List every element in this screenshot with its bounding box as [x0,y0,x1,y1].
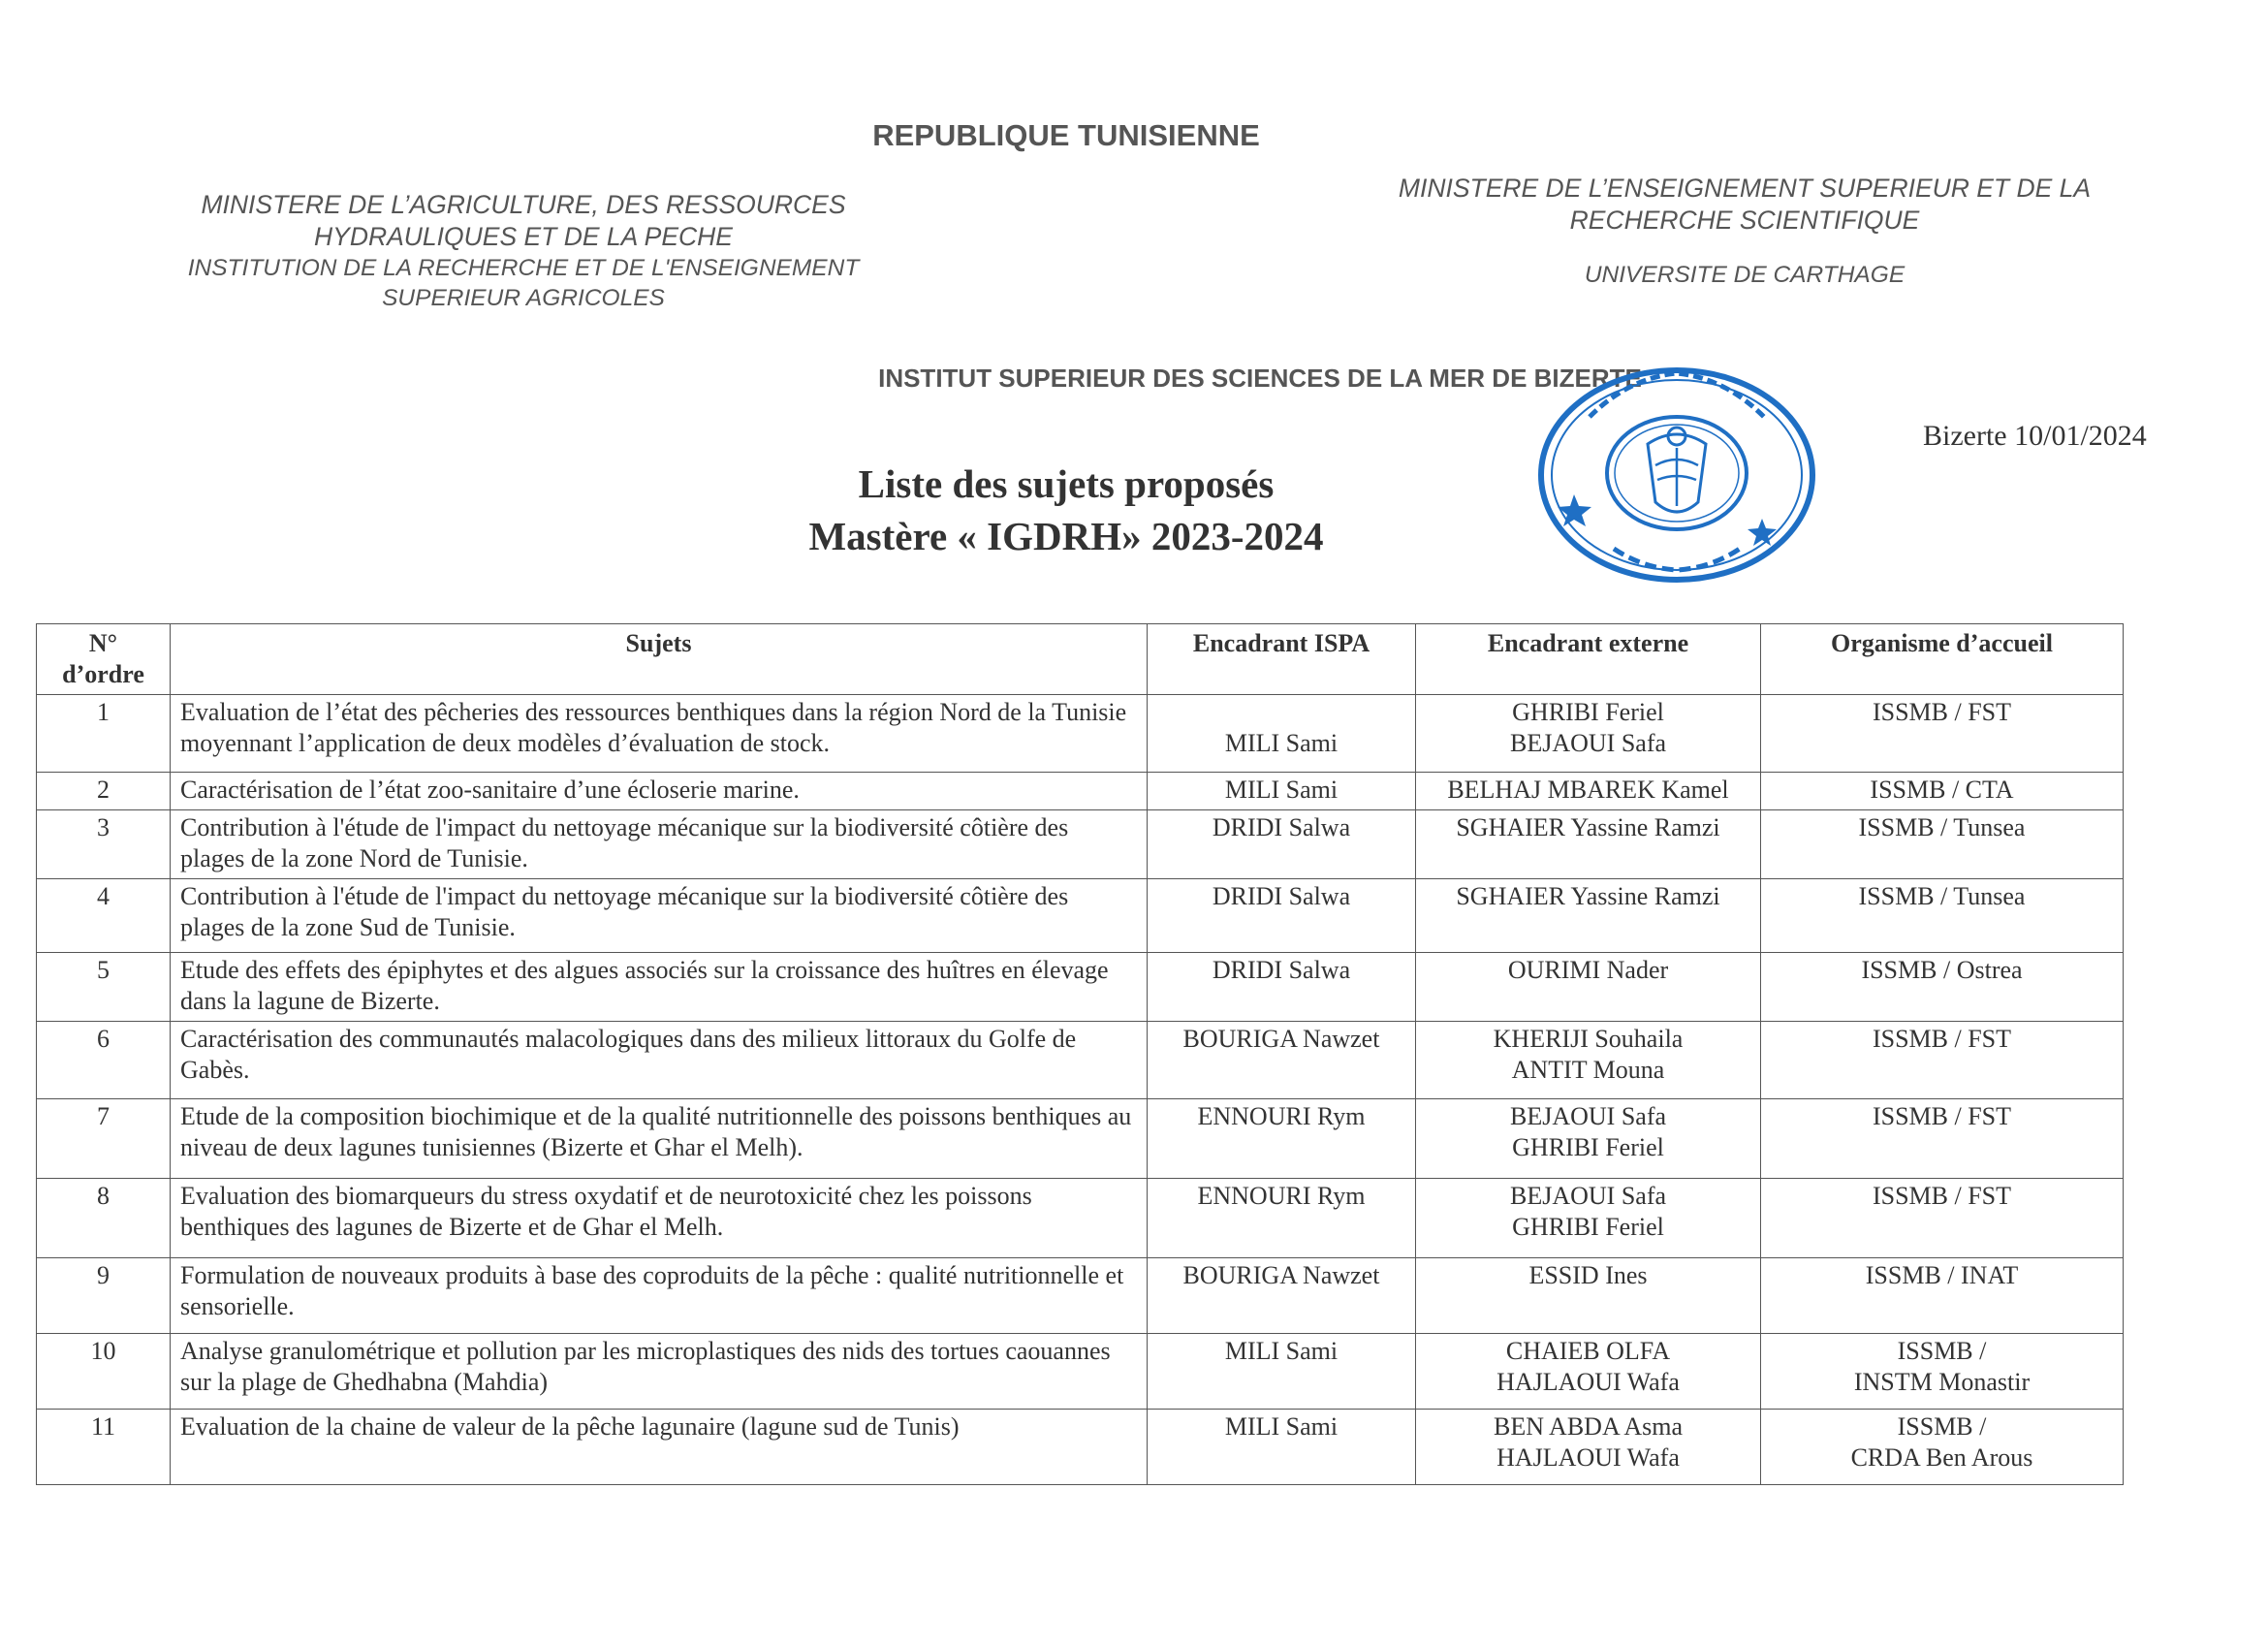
external-supervisor-name: OURIMI Nader [1507,956,1669,984]
ispa-supervisor-name: DRIDI Salwa [1212,882,1351,910]
host-organization: ISSMB / FST [1872,698,2012,726]
table-row [37,1099,2124,1179]
col-header-ispa: Encadrant ISPA [1148,624,1416,695]
col-header-subject: Sujets [171,624,1148,695]
col-header-num-line2: d’ordre [62,660,144,688]
cell-ispa-supervisor [1148,1258,1416,1334]
host-organization-line2: CRDA Ben Arous [1850,1443,2033,1472]
cell-order-number [37,953,171,1022]
cell-subject [171,1179,1148,1258]
order-number: 4 [97,882,110,910]
host-organization: ISSMB / CTA [1870,776,2014,804]
cell-ispa-supervisor [1148,1179,1416,1258]
cell-subject [171,1334,1148,1410]
cell-external-supervisor [1416,1179,1761,1258]
subjects-table [36,623,2124,1485]
cell-subject [171,773,1148,810]
external-supervisor-name: KHERIJI Souhaila [1493,1025,1684,1053]
cell-ispa-supervisor [1148,953,1416,1022]
table-row [37,773,2124,810]
ispa-supervisor-name: MILI Sami [1224,729,1339,757]
cell-subject [171,810,1148,879]
order-number: 5 [97,956,110,984]
external-supervisor-name: SGHAIER Yassine Ramzi [1456,813,1720,841]
cell-external-supervisor [1416,773,1761,810]
right-ministry-line2: RECHERCHE SCIENTIFIQUE [1569,206,1920,235]
order-number: 7 [97,1102,110,1130]
cell-order-number [37,1099,171,1179]
document-date: Bizerte 10/01/2024 [1923,420,2147,452]
cell-host-organization [1761,1179,2124,1258]
institute-name: INSTITUT SUPERIEUR DES SCIENCES DE LA MER DE BIZERTE [878,364,1642,393]
cell-host-organization [1761,1022,2124,1099]
cell-external-supervisor [1416,879,1761,953]
table-row [37,1179,2124,1258]
external-supervisor-name-2: HAJLAOUI Wafa [1496,1368,1680,1396]
external-supervisor-name: BEN ABDA Asma [1493,1412,1684,1441]
external-supervisor-name-2: HAJLAOUI Wafa [1496,1443,1680,1472]
external-supervisor-name-2: GHRIBI Feriel [1512,1213,1664,1241]
cell-ispa-supervisor [1148,773,1416,810]
subject-text: Evaluation de la chaine de valeur de la pêche lagunaire (lagune sud de Tunis) [180,1412,960,1441]
cell-order-number [37,773,171,810]
table-row [37,1022,2124,1099]
ispa-supervisor-name: MILI Sami [1224,776,1339,804]
order-number: 10 [90,1337,116,1365]
host-organization: ISSMB / Tunsea [1858,813,2026,841]
ispa-supervisor-name: MILI Sami [1224,1337,1339,1365]
subject-text: Etude des effets des épiphytes et des algues associés sur la croissance des huîtres en élevage dans la lagune de Bizerte. [180,956,1109,1015]
col-header-external: Encadrant externe [1416,624,1761,695]
cell-subject [171,695,1148,773]
republic-heading: REPUBLIQUE TUNISIENNE [872,118,1260,152]
host-organization: ISSMB / FST [1872,1102,2012,1130]
cell-external-supervisor [1416,1410,1761,1485]
cell-host-organization [1761,810,2124,879]
col-header-host: Organisme d’accueil [1761,624,2124,695]
cell-order-number [37,879,171,953]
left-ministry-line2: HYDRAULIQUES ET DE LA PECHE [314,222,733,251]
cell-order-number [37,1022,171,1099]
order-number: 3 [97,813,110,841]
cell-subject [171,879,1148,953]
host-organization-line2: INSTM Monastir [1853,1368,2031,1396]
host-organization: ISSMB / Ostrea [1861,956,2023,984]
cell-subject [171,1410,1148,1485]
external-supervisor-name: GHRIBI Feriel [1512,698,1664,726]
cell-external-supervisor [1416,695,1761,773]
cell-external-supervisor [1416,810,1761,879]
order-number: 8 [97,1182,110,1210]
cell-ispa-supervisor [1148,1099,1416,1179]
cell-host-organization [1761,773,2124,810]
cell-order-number [37,810,171,879]
left-institution-line2: SUPERIEUR AGRICOLES [382,285,665,311]
external-supervisor-name: BEJAOUI Safa [1509,1182,1667,1210]
order-number: 1 [97,698,110,726]
left-institution-line1: INSTITUTION DE LA RECHERCHE ET DE L'ENSEIGNEMENT [187,255,860,281]
table-row [37,879,2124,953]
cell-host-organization [1761,695,2124,773]
cell-host-organization [1761,879,2124,953]
host-organization: ISSMB / Tunsea [1858,882,2026,910]
cell-external-supervisor [1416,1334,1761,1410]
subject-text: Evaluation de l’état des pêcheries des ressources benthiques dans la région Nord de la Tunisie moyennant l’application de deux modèles d’évaluation de stock. [180,698,1127,757]
title-line1: Liste des sujets proposés [858,461,1275,506]
external-supervisor-name-2: BEJAOUI Safa [1509,729,1667,757]
subject-text: Etude de la composition biochimique et de la qualité nutritionnelle des poissons benthiques au niveau de deux lagunes tunisiennes (Bizerte et Ghar el Melh). [180,1102,1132,1161]
external-supervisor-name: BEJAOUI Safa [1509,1102,1667,1130]
cell-order-number [37,1258,171,1334]
external-supervisor-name: SGHAIER Yassine Ramzi [1456,882,1720,910]
title-line2: Mastère « IGDRH» 2023-2024 [808,514,1324,558]
order-number: 2 [97,776,110,804]
left-ministry-line1: MINISTERE DE L’AGRICULTURE, DES RESSOURCES [201,190,846,219]
table-header-row [37,624,2124,695]
ispa-supervisor-name: BOURIGA Nawzet [1182,1025,1380,1053]
cell-host-organization [1761,1099,2124,1179]
cell-host-organization [1761,953,2124,1022]
table-row [37,1410,2124,1485]
external-supervisor-name: CHAIEB OLFA [1505,1337,1671,1365]
table-row [37,695,2124,773]
col-header-num [37,624,171,695]
ispa-supervisor-name: BOURIGA Nawzet [1182,1261,1380,1289]
cell-order-number [37,1334,171,1410]
left-ministry-block [145,189,901,313]
external-supervisor-name-2: GHRIBI Feriel [1512,1133,1664,1161]
external-supervisor-name-2: ANTIT Mouna [1511,1056,1665,1084]
cell-subject [171,1258,1148,1334]
host-organization: ISSMB / FST [1872,1025,2012,1053]
order-number: 6 [97,1025,110,1053]
cell-host-organization [1761,1410,2124,1485]
cell-subject [171,953,1148,1022]
subject-text: Caractérisation de l’état zoo-sanitaire d’une écloserie marine. [180,776,800,804]
cell-external-supervisor [1416,1099,1761,1179]
host-organization: ISSMB / FST [1872,1182,2012,1210]
cell-ispa-supervisor [1148,810,1416,879]
table-row [37,810,2124,879]
university-name: UNIVERSITE DE CARTHAGE [1584,262,1906,288]
subject-text: Analyse granulométrique et pollution par les microplastiques des nids des tortues caouannes sur la plage de Ghedhabna (Mahdia) [180,1337,1111,1396]
cell-host-organization [1761,1258,2124,1334]
host-organization: ISSMB / [1897,1337,1987,1365]
cell-external-supervisor [1416,953,1761,1022]
right-ministry-line1: MINISTERE DE L’ENSEIGNEMENT SUPERIEUR ET DE LA [1398,174,2092,203]
external-supervisor-name: BELHAJ MBAREK Kamel [1447,776,1729,804]
cell-external-supervisor [1416,1258,1761,1334]
cell-subject [171,1099,1148,1179]
right-ministry-block [1279,173,2210,237]
host-organization: ISSMB / INAT [1865,1261,2019,1289]
cell-external-supervisor [1416,1022,1761,1099]
subject-text: Contribution à l'étude de l'impact du nettoyage mécanique sur la biodiversité côtière des plages de la zone Nord de Tunisie. [180,813,1069,872]
cell-order-number [37,1410,171,1485]
external-supervisor-name: ESSID Ines [1528,1261,1648,1289]
table-row [37,1334,2124,1410]
subject-text: Contribution à l'étude de l'impact du nettoyage mécanique sur la biodiversité côtière des plages de la zone Sud de Tunisie. [180,882,1069,941]
ispa-supervisor-name: MILI Sami [1224,1412,1339,1441]
col-header-num-line1: N° [88,629,118,657]
cell-order-number [37,695,171,773]
cell-ispa-supervisor [1148,1410,1416,1485]
cell-subject [171,1022,1148,1099]
table-row [37,1258,2124,1334]
document-title [485,458,1648,562]
table-row [37,953,2124,1022]
subject-text: Evaluation des biomarqueurs du stress oxydatif et de neurotoxicité chez les poissons benthiques des lagunes de Bizerte et de Ghar el Melh. [180,1182,1032,1241]
cell-ispa-supervisor [1148,695,1416,773]
cell-host-organization [1761,1334,2124,1410]
ispa-supervisor-name: DRIDI Salwa [1212,956,1351,984]
cell-order-number [37,1179,171,1258]
order-number: 11 [90,1412,116,1441]
subject-text: Formulation de nouveaux produits à base des coproduits de la pêche : qualité nutritionnelle et sensorielle. [180,1261,1124,1320]
ispa-supervisor-name: DRIDI Salwa [1212,813,1351,841]
cell-ispa-supervisor [1148,1022,1416,1099]
order-number: 9 [97,1261,110,1289]
ispa-supervisor-name: ENNOURI Rym [1197,1182,1366,1210]
ispa-supervisor-name: ENNOURI Rym [1197,1102,1366,1130]
cell-ispa-supervisor [1148,879,1416,953]
cell-ispa-supervisor [1148,1334,1416,1410]
subject-text: Caractérisation des communautés malacologiques dans des milieux littoraux du Golfe de Gabès. [180,1025,1077,1084]
host-organization: ISSMB / [1897,1412,1987,1441]
